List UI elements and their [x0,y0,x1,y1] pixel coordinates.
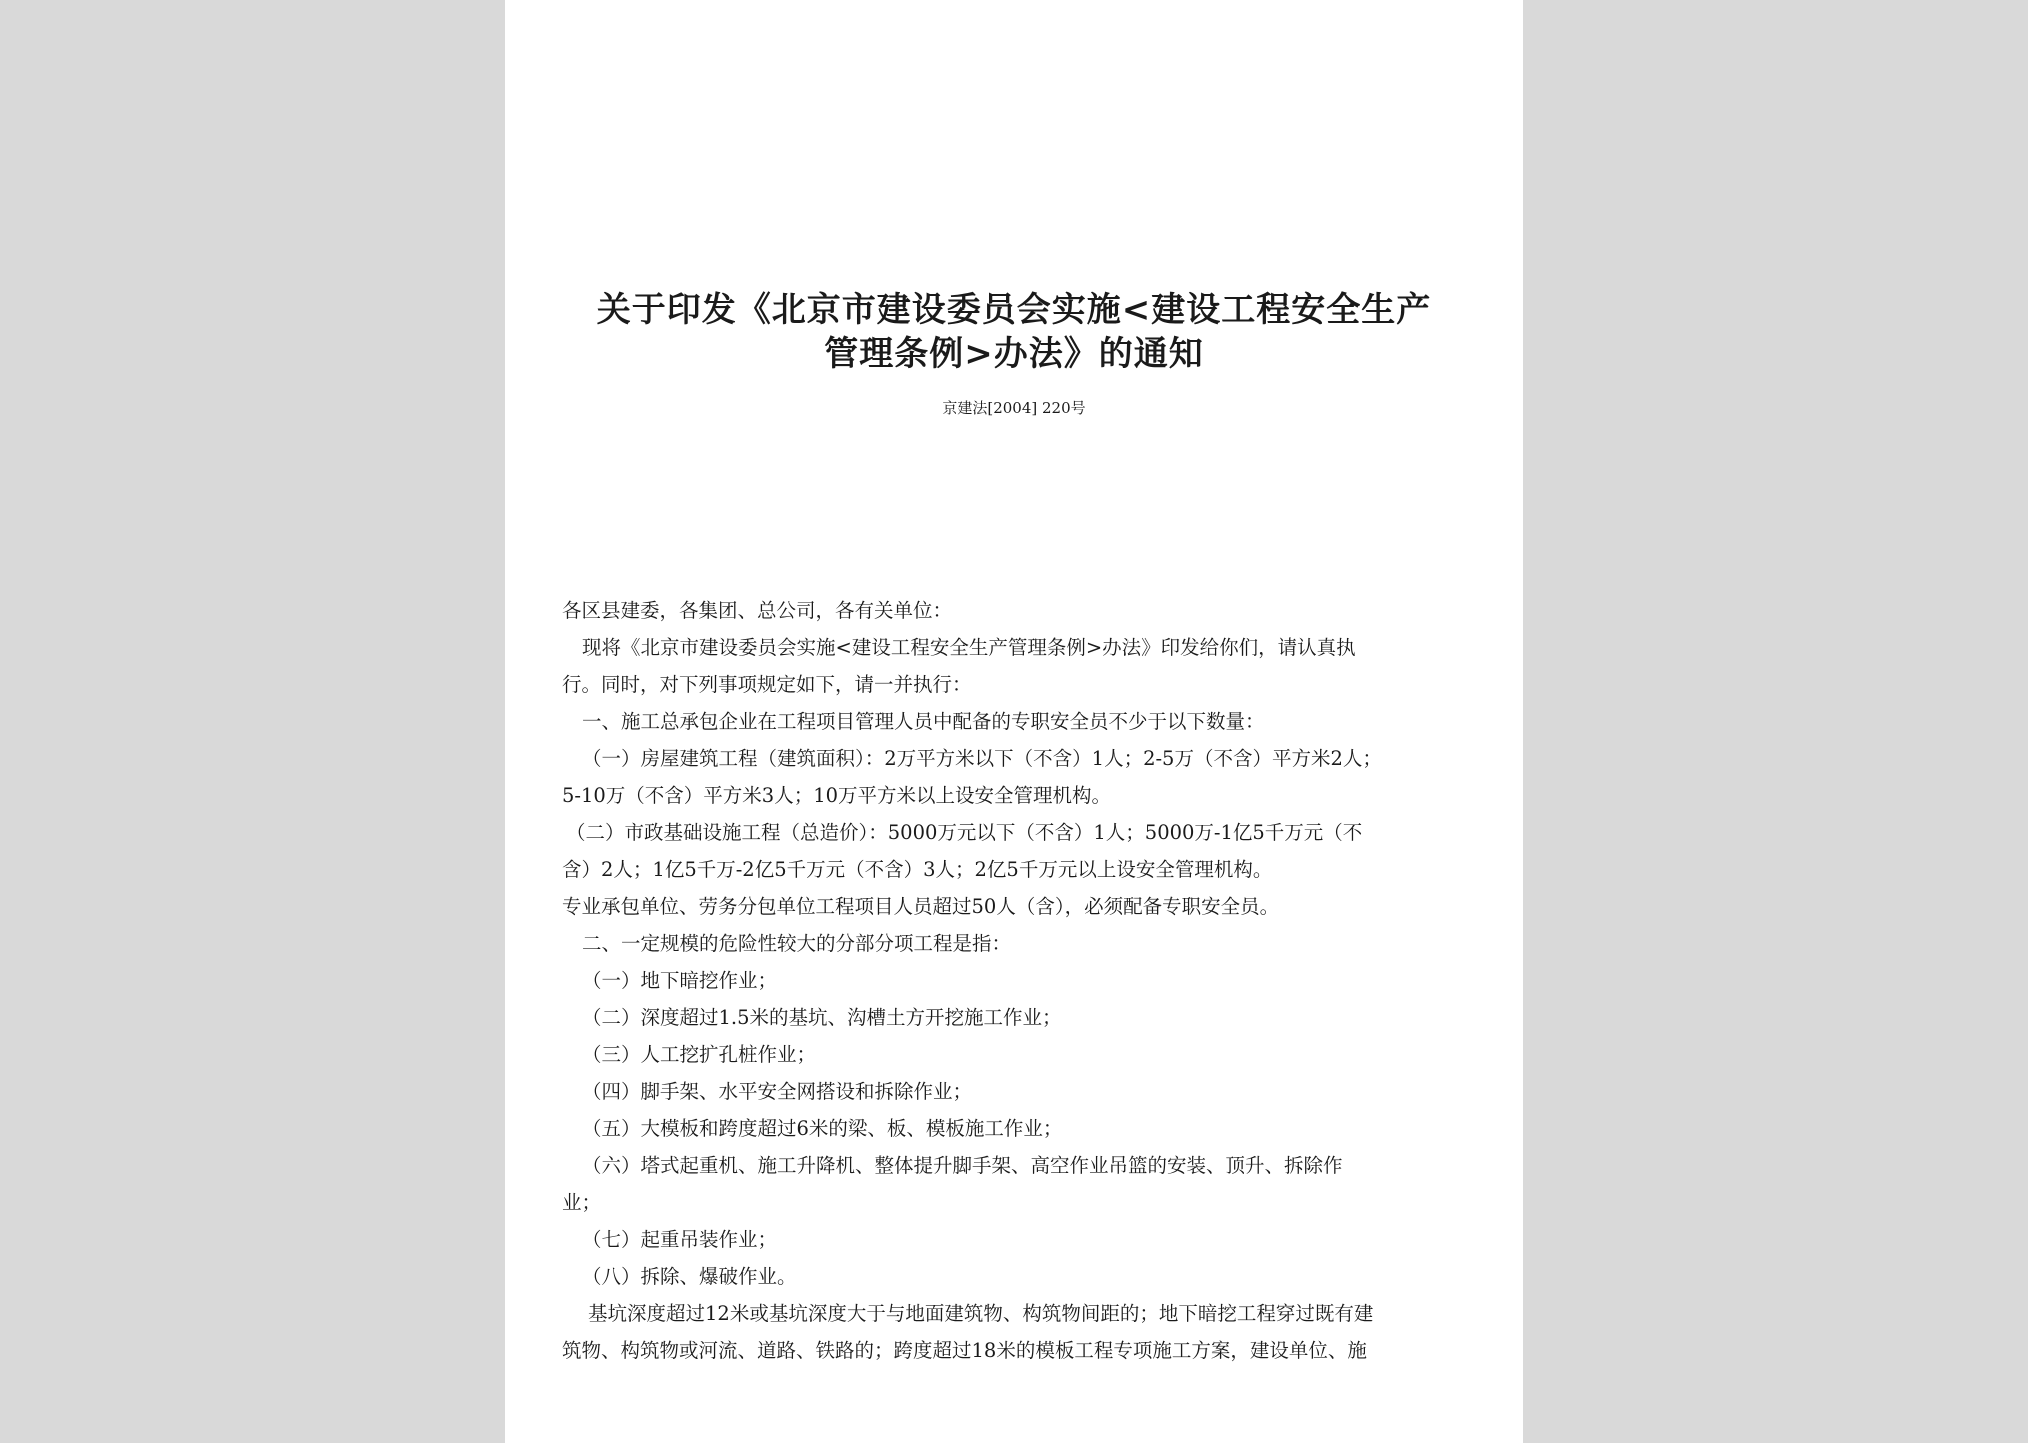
body-line: （八）拆除、爆破作业。 [582,1265,797,1288]
body-line: 基坑深度超过12米或基坑深度大于与地面建筑物、构筑物间距的；地下暗挖工程穿过既有建 [588,1302,1374,1325]
body-line: （三）人工挖扩孔桩作业； [582,1043,817,1066]
body-line: 5-10万（不含）平方米3人；10万平方米以上设安全管理机构。 [562,784,1112,807]
document-page [505,0,1523,1443]
document-body [562,592,1462,1369]
body-line: 业； [562,1191,602,1214]
body-line: （一）地下暗挖作业； [582,969,778,992]
body-line: 现将《北京市建设委员会实施<建设工程安全生产管理条例>办法》印发给你们，请认真执 [582,636,1356,659]
document-number: 京建法[2004] 220号 [942,399,1086,417]
body-line: （四）脚手架、水平安全网搭设和拆除作业； [582,1080,973,1103]
body-line: 专业承包单位、劳务分包单位工程项目人员超过50人（含），必须配备专职安全员。 [562,895,1280,918]
body-line: （一）房屋建筑工程（建筑面积）：2万平方米以下（不含）1人；2-5万（不含）平方米2人； [582,747,1382,770]
body-line: 行。同时，对下列事项规定如下，请一并执行： [562,673,972,696]
title-line-1: 关于印发《北京市建设委员会实施<建设工程安全生产 [596,290,1432,330]
body-line: 筑物、构筑物或河流、道路、铁路的；跨度超过18米的模板工程专项施工方案，建设单位、施 [562,1339,1367,1362]
body-line: （二）深度超过1.5米的基坑、沟槽土方开挖施工作业； [582,1006,1062,1029]
body-line: 含）2人；1亿5千万-2亿5千万元（不含）3人；2亿5千万元以上设安全管理机构。 [562,858,1273,881]
document-title [505,288,1523,376]
body-line: 一、施工总承包企业在工程项目管理人员中配备的专职安全员不少于以下数量： [582,710,1265,733]
body-line: （七）起重吊装作业； [582,1228,778,1251]
body-line: （五）大模板和跨度超过6米的梁、板、模板施工作业； [582,1117,1063,1140]
body-line: 二、一定规模的危险性较大的分部分项工程是指： [582,932,1012,955]
body-line: 各区县建委，各集团、总公司，各有关单位： [562,599,953,622]
title-line-2: 管理条例>办法》的通知 [824,334,1204,374]
body-line: （六）塔式起重机、施工升降机、整体提升脚手架、高空作业吊篮的安装、顶升、拆除作 [582,1154,1343,1177]
body-line: （二）市政基础设施工程（总造价）：5000万元以下（不含）1人；5000万-1亿5千万元（不 [566,821,1363,844]
